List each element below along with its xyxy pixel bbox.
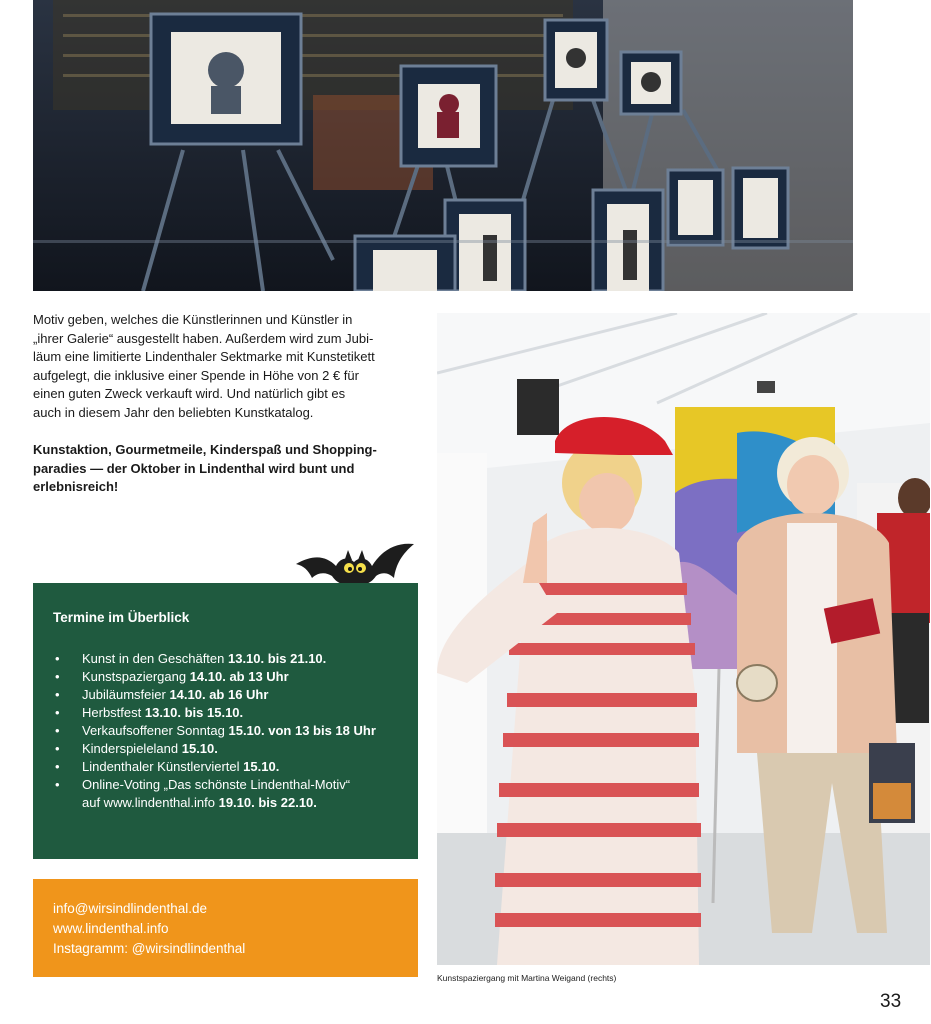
schedule-item-text: Jubiläumsfeier <box>82 687 170 702</box>
contact-instagram[interactable]: Instagramm: @wirsindlindenthal <box>53 941 246 956</box>
intro-line: aufgelegt, die inklusive einer Spende in Höhe von 2 € für <box>33 367 359 383</box>
schedule-item <box>53 650 413 668</box>
schedule-item <box>53 686 413 704</box>
schedule-item <box>53 722 413 740</box>
intro-paragraph <box>33 311 418 422</box>
intro-line: auch in diesem Jahr den beliebten Kunstkatalog. <box>33 404 314 420</box>
contact-box <box>33 879 418 977</box>
schedule-item-text: Verkaufsoffener Sonntag <box>82 723 229 738</box>
schedule-item-text: Kinderspieleland <box>82 741 182 756</box>
page-number: 33 <box>880 991 902 1012</box>
schedule-item-date: 15.10. von 13 bis 18 Uhr <box>228 723 376 738</box>
schedule-item-date: 13.10. bis 15.10. <box>144 705 244 720</box>
top-photo <box>33 0 853 291</box>
schedule-item-date: 13.10. bis 21.10. <box>227 651 327 666</box>
intro-line: einen guten Zweck verkauft wird. Und natürlich gibt es <box>33 386 346 401</box>
schedule-list <box>53 650 413 812</box>
schedule-item-text: auf www.lindenthal.info <box>82 795 219 810</box>
highlight-line: erlebnisreich! <box>33 479 119 494</box>
highlight-line: Kunstaktion, Gourmetmeile, Kinderspaß und Shopping- <box>33 442 377 457</box>
intro-highlight <box>33 441 418 497</box>
contact-website[interactable]: www.lindenthal.info <box>53 921 169 936</box>
photo-caption: Kunstspaziergang mit Martina Weigand (rechts) <box>437 973 617 983</box>
schedule-item-text: Lindenthaler Künstlerviertel <box>82 759 244 774</box>
intro-line: „ihrer Galerie“ ausgestellt haben. Außerdem wird zum Jubi- <box>33 330 374 346</box>
schedule-item <box>53 704 413 722</box>
schedule-item-date: 14.10. ab 16 Uhr <box>169 687 269 702</box>
contact-email[interactable]: info@wirsindlindenthal.de <box>53 901 208 916</box>
bat-illustration <box>296 542 414 586</box>
highlight-line: paradies — der Oktober in Lindenthal wird bunt und <box>33 460 355 476</box>
intro-line: Motiv geben, welches die Künstlerinnen und Künstler in <box>33 312 353 327</box>
schedule-item <box>53 776 413 812</box>
schedule-item-text: Kunstspaziergang <box>82 669 190 684</box>
schedule-item-date: 15.10. <box>243 759 280 774</box>
schedule-item-text: Online-Voting „Das schönste Lindenthal-Motiv“ <box>82 777 351 792</box>
exhibition-photo <box>437 313 930 965</box>
schedule-item-text: Herbstfest <box>82 705 145 720</box>
schedule-title: Termine im Überblick <box>53 610 190 625</box>
intro-text <box>33 311 418 497</box>
intro-line: läum eine limitierte Lindenthaler Sektmarke mit Kunstetikett <box>33 349 375 364</box>
schedule-item-date: 19.10. bis 22.10. <box>218 795 317 810</box>
schedule-item <box>53 758 413 776</box>
schedule-item-date: 14.10. ab 13 Uhr <box>189 669 289 684</box>
schedule-item-text: Kunst in den Geschäften <box>82 651 228 666</box>
schedule-box <box>33 583 418 859</box>
schedule-item <box>53 740 413 758</box>
schedule-item-date: 15.10. <box>181 741 218 756</box>
schedule-item <box>53 668 413 686</box>
